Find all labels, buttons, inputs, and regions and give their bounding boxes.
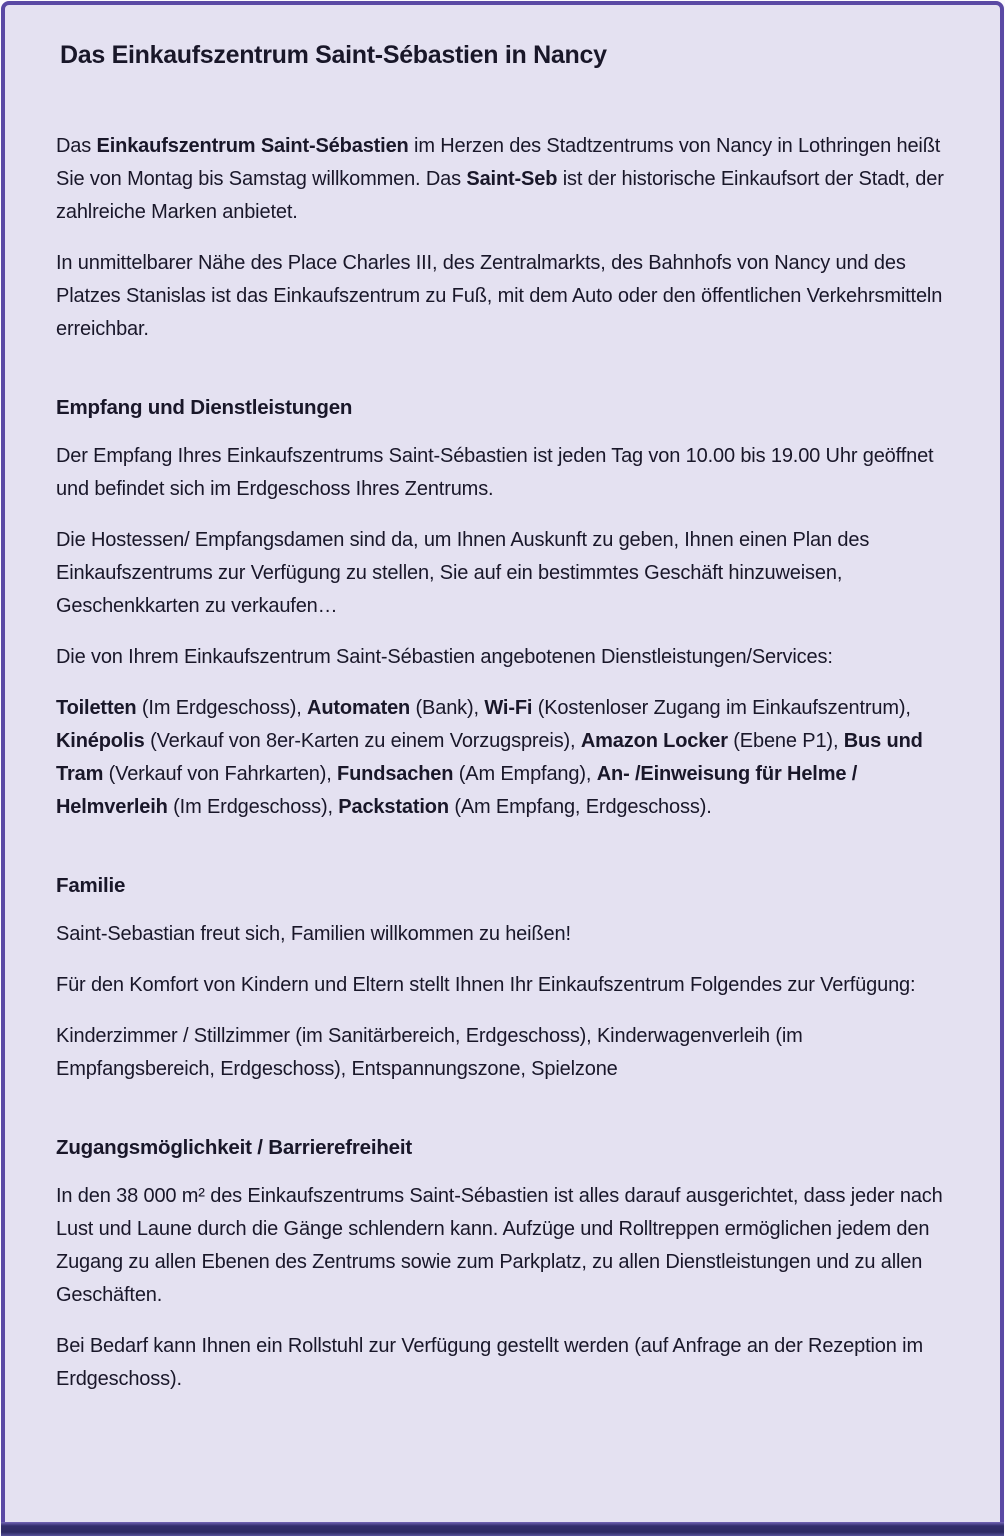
document-page [1, 1, 1004, 1536]
text: Saint-Sebastian freut sich, Familien willkommen zu heißen! [56, 923, 571, 945]
text: Bei Bedarf kann Ihnen ein Rollstuhl zur Verfügung gestellt werden (auf Anfrage an der Rezeption im Erdgeschoss). [56, 1335, 923, 1390]
text: (Im Erdgeschoss), [136, 697, 308, 719]
text: Der Empfang Ihres Einkaufszentrums Saint-Sébastien ist jeden Tag von 10.00 bis 19.00 Uhr geöffnet und befindet sich im Erdgeschoss Ihres Zentrums. [56, 445, 934, 500]
text: In unmittelbarer Nähe des Place Charles III, des Zentralmarkts, des Bahnhofs von Nancy und des Platzes Stanislas ist das Einkaufszentrum zu Fuß, mit dem Auto oder den öffentlichen Verkehrsmitteln erreichbar. [56, 252, 943, 340]
paragraph [56, 440, 948, 506]
text: Die von Ihrem Einkaufszentrum Saint-Sébastien angebotenen Dienstleistungen/Services: [56, 646, 833, 668]
paragraph [56, 130, 948, 229]
paragraph [56, 1180, 948, 1312]
paragraph [56, 692, 948, 824]
text: (Am Empfang, Erdgeschoss). [448, 796, 712, 818]
bold-text: Saint-Seb [466, 168, 558, 190]
paragraph [56, 918, 948, 951]
text: (Verkauf von 8er-Karten zu einem Vorzugspreis), [144, 730, 581, 752]
text: Empfang und Dienstleistungen [56, 396, 353, 419]
text: im Herzen des Stadtzentrums von Nancy in Lothringen heißt Sie von Montag bis Samstag willkommen. Das [56, 135, 941, 190]
text: (Im Erdgeschoss), [167, 796, 339, 818]
document-content [5, 5, 1000, 1396]
page-title: Das Einkaufszentrum Saint-Sébastien in Nancy [60, 41, 607, 69]
bold-text: Bus und Tram [56, 730, 923, 785]
bottom-divider-bar [1, 1522, 1004, 1536]
text: Für den Komfort von Kindern und Eltern stellt Ihnen Ihr Einkaufszentrum Folgendes zur Verfügung: [56, 974, 916, 996]
paragraph [56, 1330, 948, 1396]
document-body [56, 130, 948, 1396]
text: Familie [56, 874, 126, 897]
paragraph [56, 969, 948, 1002]
bold-text: Toiletten [56, 697, 137, 719]
text: Die Hostessen/ Empfangsdamen sind da, um Ihnen Auskunft zu geben, Ihnen einen Plan des Einkaufszentrums zur Verfügung zu stellen, Sie auf ein bestimmtes Geschäft hinzuweisen, Geschenkkarten zu verkaufen… [56, 529, 870, 617]
text: In den 38 000 m² des Einkaufszentrums Saint-Sébastien ist alles darauf ausgerichtet, dass jeder nach Lust und Laune durch die Gänge schlendern kann. Aufzüge und Rolltreppen ermöglichen jedem den Zugang zu allen Ebenen des Zentrums sowie zum Parkplatz, zu allen Dienstleistungen und zu allen Geschäften. [56, 1185, 943, 1306]
bold-text: Amazon Locker [580, 730, 728, 752]
paragraph [56, 641, 948, 674]
section-heading [56, 874, 948, 898]
bold-text: Kinépolis [56, 730, 145, 752]
paragraph [56, 247, 948, 346]
bold-text: Einkaufszentrum Saint-Sébastien [96, 135, 409, 157]
text: ist der historische Einkaufsort der Stadt, der zahlreiche Marken anbietet. [56, 168, 944, 223]
paragraph [56, 1020, 948, 1086]
bold-text: An- /Einweisung für Helme / Helmverleih [56, 763, 858, 818]
text: (Ebene P1), [727, 730, 844, 752]
text: (Am Empfang), [453, 763, 597, 785]
text: Zugangsmöglichkeit / Barrierefreiheit [56, 1136, 412, 1159]
bold-text: Wi-Fi [484, 697, 533, 719]
bold-text: Packstation [338, 796, 449, 818]
paragraph [56, 524, 948, 623]
bold-text: Automaten [307, 697, 411, 719]
section-heading [56, 1136, 948, 1160]
text: Kinderzimmer / Stillzimmer (im Sanitärbereich, Erdgeschoss), Kinderwagenverleih (im Empfangsbereich, Erdgeschoss), Entspannungszone, Spielzone [56, 1025, 803, 1080]
text: (Kostenloser Zugang im Einkaufszentrum), [532, 697, 911, 719]
section-heading [56, 396, 948, 420]
text: Das [56, 135, 97, 157]
text: (Verkauf von Fahrkarten), [103, 763, 338, 785]
text: (Bank), [410, 697, 485, 719]
bold-text: Fundsachen [337, 763, 454, 785]
